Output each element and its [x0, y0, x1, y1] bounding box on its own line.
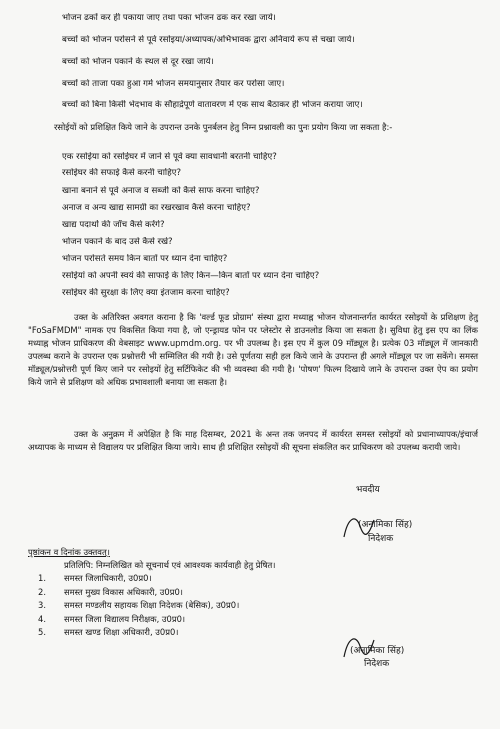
signatory-designation: निदेशक — [368, 534, 394, 544]
question-item: ❖ एक रसोईया को रसोईघर में जाने से पूर्व क्या सावधानी बरतनी चाहिए? — [62, 152, 478, 163]
recipient-item: समस्त जिला विद्यालय निरीक्षक, उ0प्र0। — [64, 614, 186, 624]
body-paragraph-app: उक्त के अतिरिक्त अवगत कराना है कि 'वर्ल्ड फूड प्रोग्राम' संस्था द्वारा मध्याह्न भोजन योजनान्तर्गत कार्यरत रसोइयों के प्रशिक्षण हेतु "FoSaFMDM" नामक एप विकसित किया गया है, जो एन्ड्रायड फोन पर प्लेस्टोर से डाउनलोड किया जा सकता है। सुविधा हेतु इस एप का लिंक मध्याह्न भोजन प्राधिकरण की वेबसाइट www.upmdm.org. पर भी उपलब्ध है। इस एप में कुल 09 मॉड्यूल है। प्रत्येक 03 मॉड्यूल में जानकारी उपलब्ध कराने के उपरान्त एक प्रश्नोत्तरी भी सम्मिलित की गयी है। उसे पूर्णतया सही हल किये जाने के उपरान्त ही अगले मॉड्यूल पर जा सकेंगे। समस्त मॉड्यूल/प्रश्नोत्तरी पूर्ण किए जाने पर रसोइयों हेतु सर्टिफिकेट की भी व्यवस्था की गयी है। 'पोषण' फिल्म दिखाये जाने के उपरान्त उक्त ऐप का प्रयोग किये जाने से प्रशिक्षण को अधिक प्रभावशाली बनाया जा सकता है। — [28, 312, 478, 387]
recipient-number: 1. — [38, 573, 46, 583]
list-item: • बच्चों को ताजा पका हुआ गर्म भोजन समयानुसार तैयार कर परोसा जाए। — [62, 79, 478, 90]
question-item: ❖ खाद्य पदार्थो की जॉच कैसे करेंगे? — [62, 220, 478, 231]
recipient-number: 5. — [38, 627, 46, 637]
question-item: ❖ रसोईयां को अपनी स्वयं की साफाई के लिए किन—किन बातों पर ध्यान देना चाहिए? — [62, 271, 478, 282]
recipient-item: समस्त मण्डलीय सहायक शिक्षा निदेशक (बेसिक), उ0प्र0। — [64, 600, 240, 610]
endorsement-line: प्रतिलिपि: निम्नलिखित को सूचनार्थ एवं आवश्यक कार्यवाही हेतु प्रेषित। — [64, 560, 276, 570]
recipient-item: समस्त जिलाधिकारी, उ0प्र0। — [64, 573, 152, 583]
question-item: ❖ भोजन परोसते समय किन बातों पर ध्यान देना चाहिए? — [62, 254, 478, 265]
list-item: • भोजन ढकों कर ही पकाया जाए तथा पका भोजन ढक कर रखा जाये। — [62, 13, 478, 24]
intro-paragraph: रसोईयों को प्रशिक्षित किये जाने के उपरान्त उनके पुनर्बलन हेतु निम्न प्रश्नावली का पुनः प्रयोग किया जा सकता है:- — [54, 122, 393, 132]
recipient-item: समस्त मुख्य विकास अधिकारी, उ0प्र0। — [64, 587, 183, 597]
list-item: • बच्चों को भोजन पकाने के स्थल से दूर रखा जाये। — [62, 57, 478, 68]
signatory-name: (अनामिका सिंह) — [358, 520, 413, 530]
question-item: ❖ भोजन पकाने के बाद उसे कैसे रखे? — [62, 237, 478, 248]
body-paragraph-instructions: उक्त के अनुक्रम में अपेक्षित है कि माह दिसम्बर, 2021 के अन्त तक जनपद में कार्यरत समस्त रसोइयों को प्रधानाध्यापक/इंचार्ज अध्यापक के माध्यम से विद्यालय पर प्रशिक्षित किया जाये। साथ ही प्रशिक्षित रसोइयों की सूचना संकलित कर प्राधिकरण को उपलब्ध करायी जाये। — [28, 429, 478, 452]
endorsement-heading: पृष्ठांकन व दिनांक उक्तवत्। — [28, 547, 110, 557]
question-item: ❖ रसोईघर की सफाई कैसे करनी चाहिए? — [62, 168, 478, 179]
recipient-number: 3. — [38, 600, 46, 610]
question-item: ❖ खाना बनाने से पूर्व अनाज व सब्जी को कैसे साफ करना चाहिए? — [62, 186, 478, 197]
question-item: ❖ अनाज व अन्य खाद्य सामग्री का रखरखाव कैसे करना चाहिए? — [62, 203, 478, 214]
signatory-designation: निदेशक — [364, 659, 390, 669]
list-item: • बच्चों को भोजन परोसने से पूर्व रसोइया/अध्यापक/अभिभावक द्वारा अनिवार्य रूप से चखा जाये। — [62, 35, 478, 46]
recipient-item: समस्त खण्ड शिक्षा अधिकारी, उ0प्र0। — [64, 627, 179, 637]
list-item: • बच्चों को बिना किसी भेदभाव के सौहार्द्रपूर्ण वातावरण में एक साथ बैठाकर ही भोजन कराया जाए। — [62, 100, 478, 111]
recipient-number: 2. — [38, 587, 46, 597]
recipient-number: 4. — [38, 614, 46, 624]
question-item: ❖ रसोईघर की सुरक्षा के लिए क्या इंतजाम करना चाहिए? — [62, 288, 478, 299]
closing-text: भवदीय — [356, 485, 380, 495]
signatory-name: (अनामिका सिंह) — [350, 646, 405, 656]
